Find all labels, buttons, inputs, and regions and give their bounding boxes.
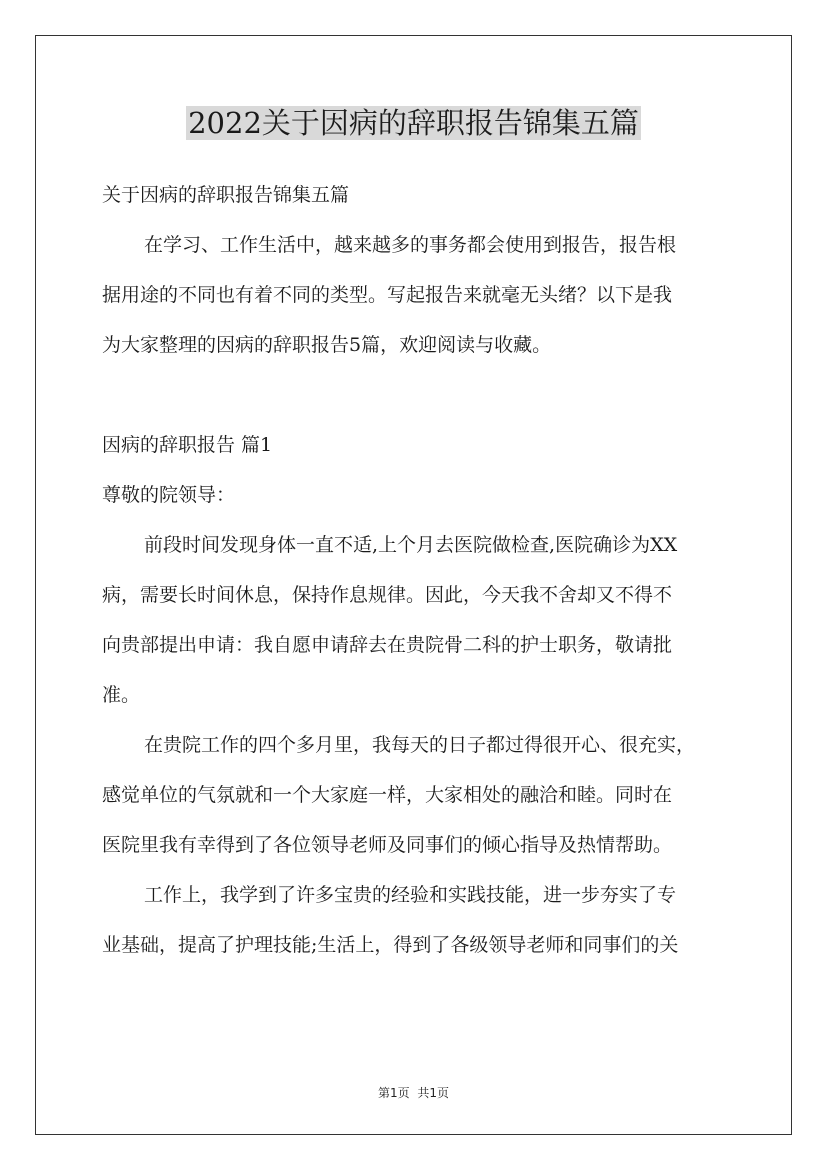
body-paragraph bbox=[102, 520, 729, 720]
intro-line: 为大家整理的因病的辞职报告5篇，欢迎阅读与收藏。 bbox=[102, 334, 552, 356]
paragraph-line: 业基础，提高了护理技能;生活上，得到了各级领导老师和同事们的关 bbox=[102, 934, 679, 956]
paragraph-line: 在贵院工作的四个多月里，我每天的日子都过得很开心、很充实， bbox=[144, 734, 696, 756]
document-title-text: 2022关于因病的辞职报告锦集五篇 bbox=[188, 106, 639, 140]
paragraph-line: 向贵部提出申请：我自愿申请辞去在贵院骨二科的护士职务，敬请批 bbox=[102, 634, 673, 656]
paragraph-line: 前段时间发现身体一直不适,上个月去医院做检查,医院确诊为XX bbox=[144, 534, 678, 556]
section-heading: 因病的辞职报告 篇1 bbox=[102, 434, 273, 456]
paragraph-line: 病，需要长时间休息，保持作息规律。因此，今天我不舍却又不得不 bbox=[102, 584, 673, 606]
document-title bbox=[0, 103, 827, 143]
document-body bbox=[102, 170, 729, 970]
page-number: 第1页 bbox=[377, 1086, 410, 1100]
salutation: 尊敬的院领导： bbox=[102, 484, 236, 506]
page-footer bbox=[0, 1084, 827, 1101]
body-paragraph bbox=[102, 870, 729, 970]
document-subtitle: 关于因病的辞职报告锦集五篇 bbox=[102, 184, 350, 206]
body-paragraph bbox=[102, 720, 729, 870]
paragraph-line: 医院里我有幸得到了各位领导老师及同事们的倾心指导及热情帮助。 bbox=[102, 834, 673, 856]
intro-line: 在学习、工作生活中，越来越多的事务都会使用到报告，报告根 bbox=[144, 234, 677, 256]
intro-line: 据用途的不同也有着不同的类型。写起报告来就毫无头绪？以下是我 bbox=[102, 284, 673, 306]
intro-paragraph bbox=[102, 220, 729, 370]
paragraph-line: 准。 bbox=[102, 684, 141, 706]
page-total: 共1页 bbox=[417, 1086, 450, 1100]
paragraph-line: 感觉单位的气氛就和一个大家庭一样，大家相处的融洽和睦。同时在 bbox=[102, 784, 673, 806]
paragraph-line: 工作上，我学到了许多宝贵的经验和实践技能，进一步夯实了专 bbox=[144, 884, 677, 906]
blank-line bbox=[102, 370, 729, 420]
